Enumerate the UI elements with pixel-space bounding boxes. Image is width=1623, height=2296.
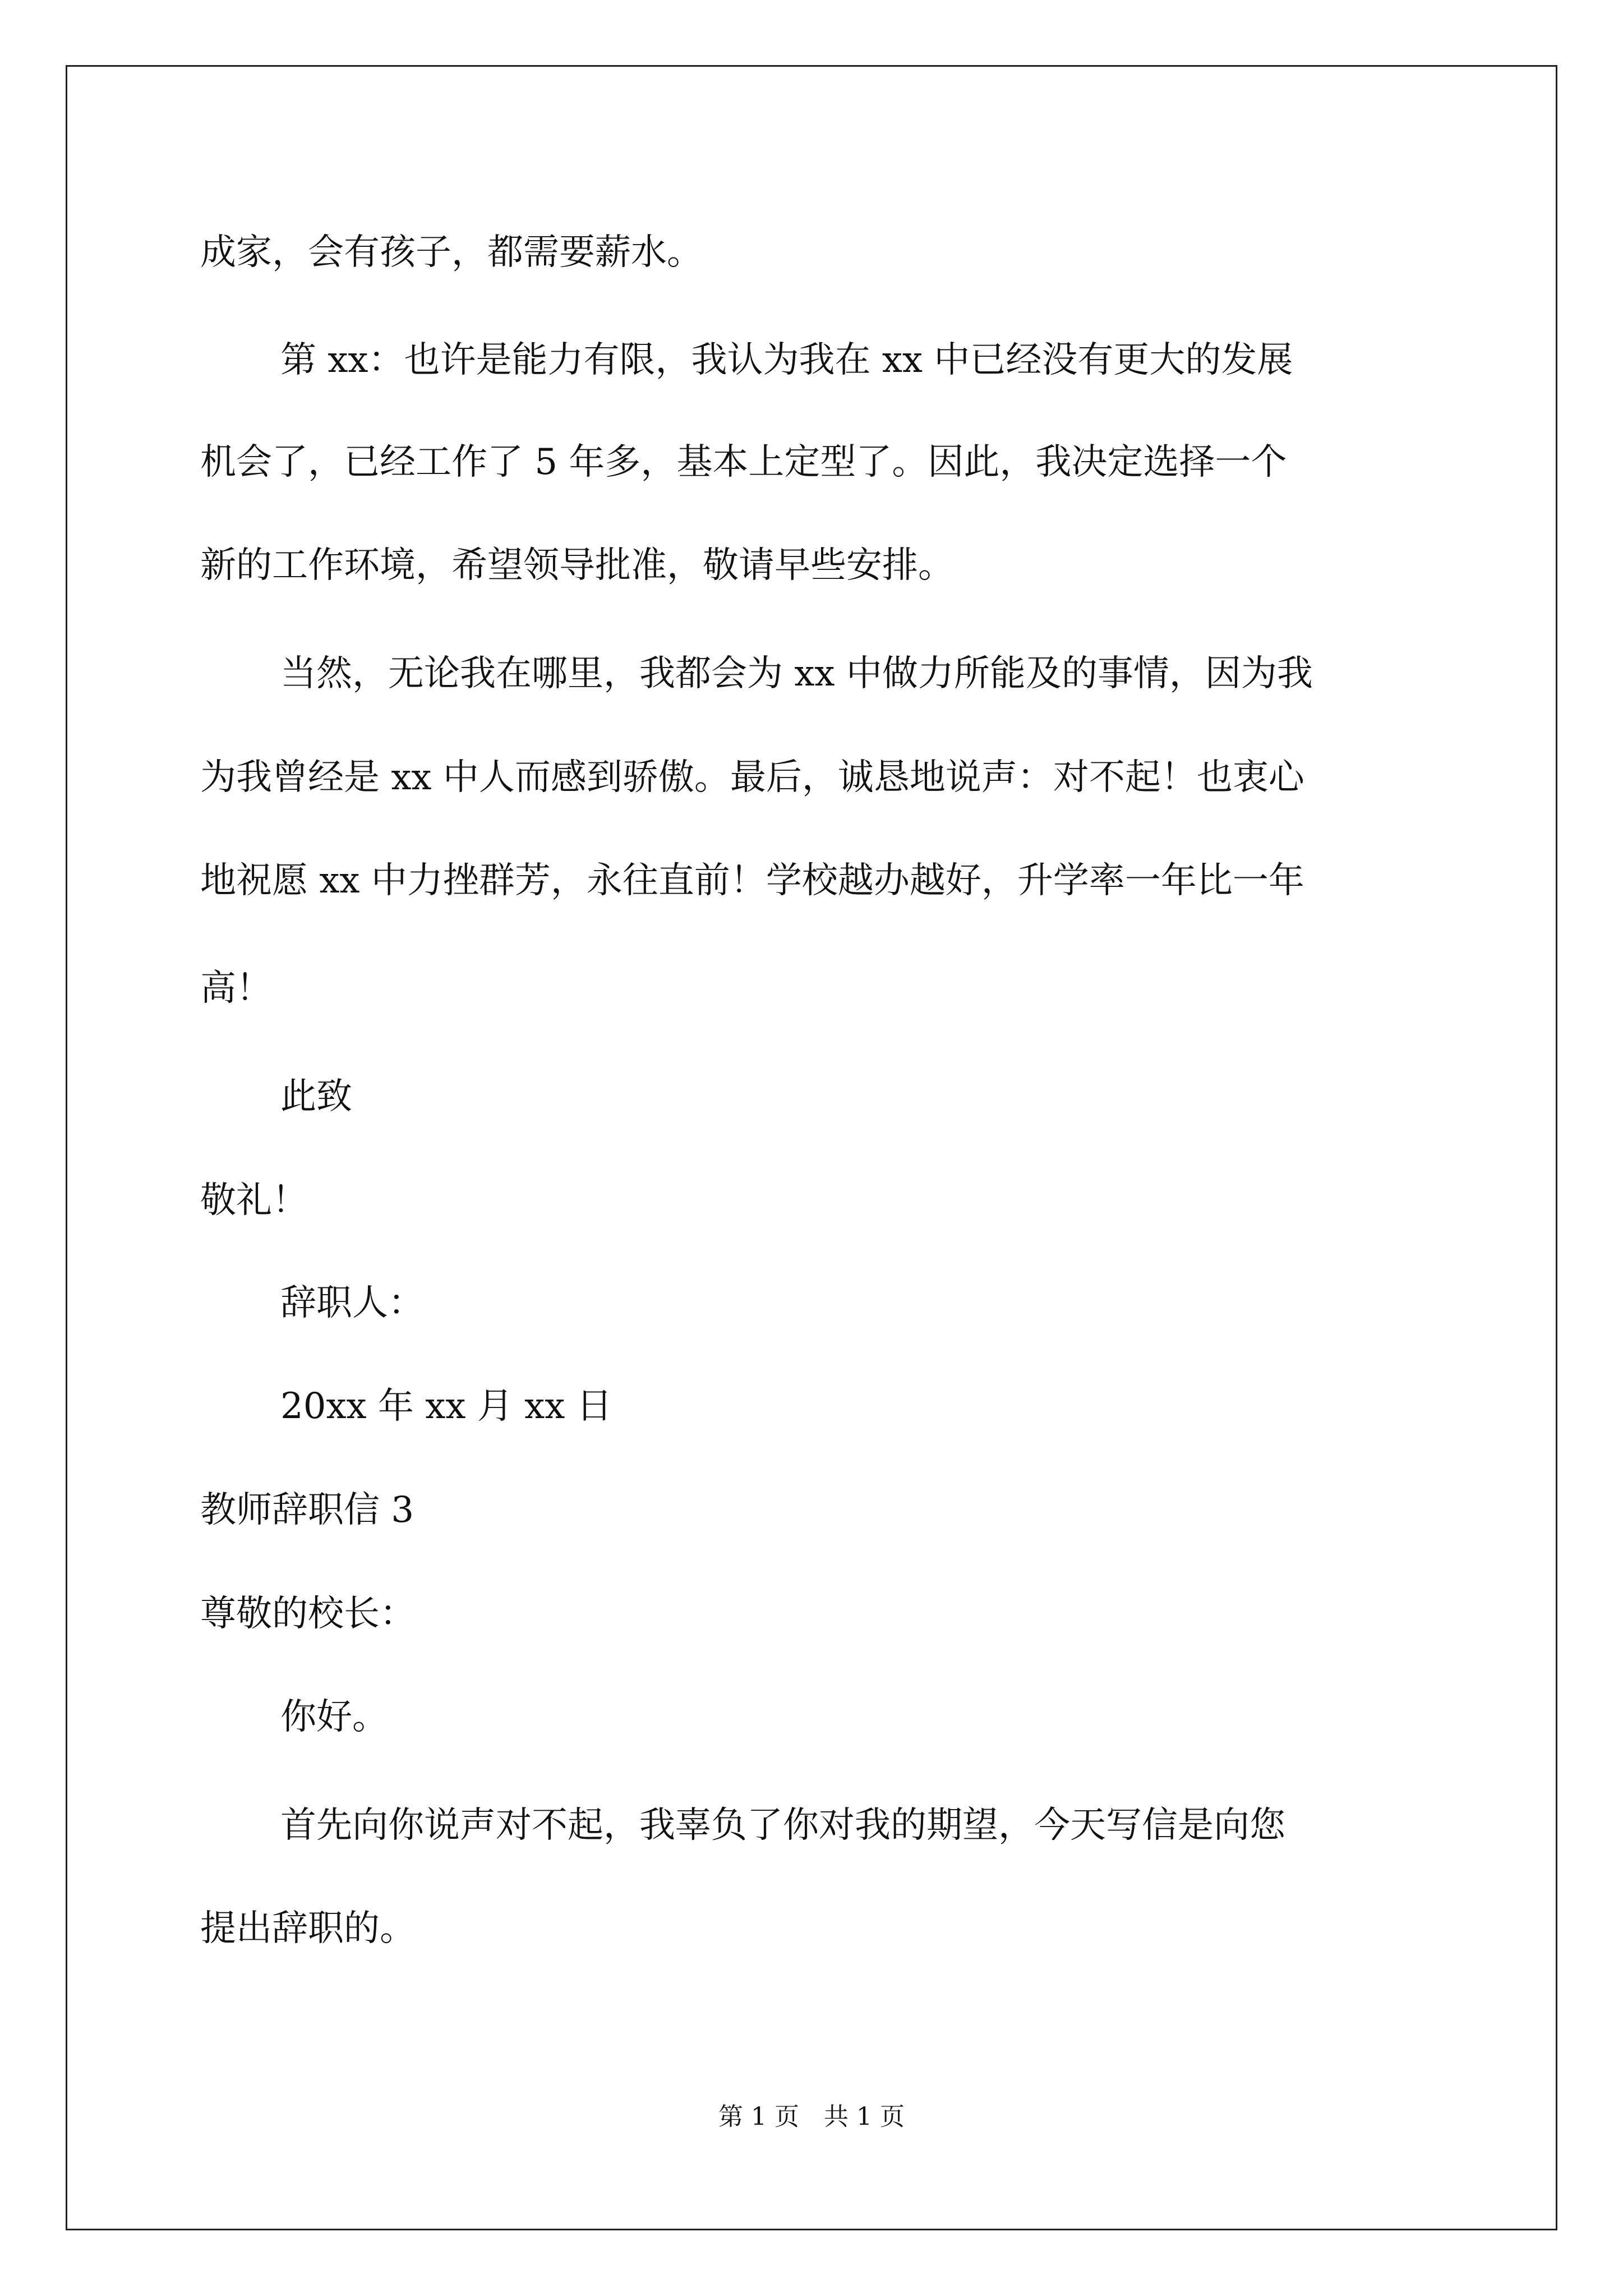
closing-line: 此致 [280, 1076, 352, 1117]
text-line-3: 机会了，已经工作了 5 年多，基本上定型了。因此，我决定选择一个 [200, 441, 1287, 483]
text-line-6: 为我曾经是 xx 中人而感到骄傲。最后，诚恳地说声：对不起！也衷心 [200, 757, 1304, 798]
text-line-2: 第 xx：也许是能力有限，我认为我在 xx 中已经没有更大的发展 [280, 339, 1293, 381]
greeting: 你好。 [280, 1696, 388, 1738]
text-line-1: 成家，会有孩子，都需要薪水。 [200, 232, 703, 273]
text-line-7: 地祝愿 xx 中力挫群芳，永往直前！学校越办越好，升学率一年比一年 [200, 860, 1304, 901]
addressee: 尊敬的校长： [200, 1593, 416, 1635]
signature-label: 辞职人： [280, 1282, 424, 1324]
text-line-4: 新的工作环境，希望领导批准，敬请早些安排。 [200, 545, 954, 586]
salutation: 敬礼！ [200, 1180, 308, 1221]
text-line-8: 高！ [200, 968, 272, 1009]
page-number-footer: 第 1 页 共 1 页 [718, 2102, 905, 2131]
text-line-17: 提出辞职的。 [200, 1908, 416, 1949]
text-line-5: 当然，无论我在哪里，我都会为 xx 中做力所能及的事情，因为我 [280, 653, 1313, 694]
date-line: 20xx 年 xx 月 xx 日 [280, 1386, 612, 1427]
section-title: 教师辞职信 3 [200, 1489, 414, 1531]
page-border [66, 65, 1557, 2230]
text-line-16: 首先向你说声对不起，我辜负了你对我的期望，今天写信是向您 [280, 1805, 1285, 1846]
